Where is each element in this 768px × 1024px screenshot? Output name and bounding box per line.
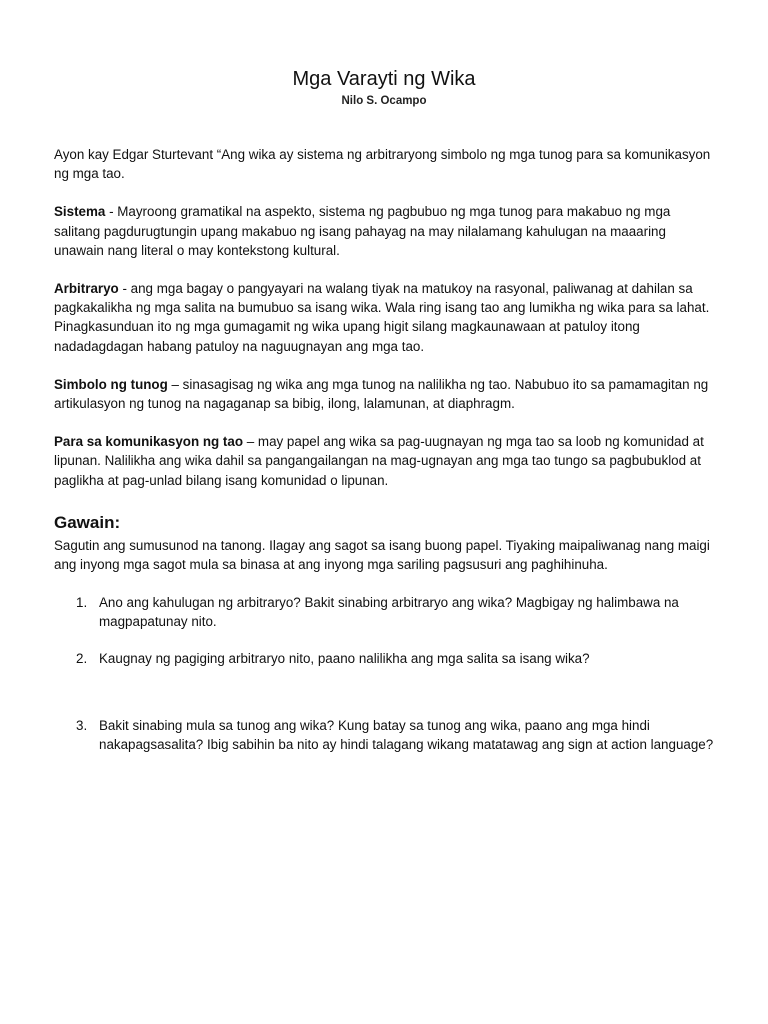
definition-komunikasyon <box>54 432 718 490</box>
definition-term: Sistema <box>54 204 106 220</box>
definition-text: - ang mga bagay o pangyayari na walang tiyak na matukoy na rasyonal, paliwanag at dahilan sa pagkakalikha ng mga salita na bumubuo sa isang wika. Wala ring isang tao ang lumikha ng wika para sa lahat. Pinagkasunduan ito ng mga gumagamit ng wika upang higit silang magkaunawaan at patuloy itong nadadagdagan habang patuloy na naguugnayan ang mga tao. <box>54 281 710 354</box>
definition-text: – may papel ang wika sa pag-uugnayan ng mga tao sa loob ng komunidad at lipunan. Nalilikha ang wika dahil sa pangangailangan na mag-ugnayan ang mga tao tungo sa pagbubuklod at paglikha at pag-unlad bilang isang komunidad o lipunan. <box>54 434 704 488</box>
definition-text: - Mayroong gramatikal na aspekto, sistema ng pagbubuo ng mga tunog para makabuo ng mga salitang pagdurugtungin upang makabuo ng isang pahayag na may nilalamang kahulugan na maaaring unawain nang literal o may kontekstong kultural. <box>54 204 671 258</box>
definition-arbitraryo <box>54 279 718 356</box>
document-author: Nilo S. Ocampo <box>341 95 427 107</box>
question-list <box>54 593 718 754</box>
question-text: Kaugnay ng pagiging arbitraryo nito, paano nalilikha ang mga salita sa isang wika? <box>99 650 590 666</box>
question-number: 2. <box>76 650 88 666</box>
question-number: 3. <box>76 717 88 733</box>
question-text: Bakit sinabing mula sa tunog ang wika? Kung batay sa tunog ang wika, paano ang mga hindi nakapagsasalita? Ibig sabihin ba nito ay hindi talagang wikang matatawag ang sign at action language? <box>99 717 714 753</box>
gawain-instructions: Sagutin ang sumusunod na tanong. Ilagay ang sagot sa isang buong papel. Tiyaking maipaliwanag nang maigi ang inyong mga sagot mula sa binasa at ang inyong mga sariling pagsusuri ang paghihinuha. <box>54 537 710 573</box>
document-title: Mga Varayti ng Wika <box>292 68 476 90</box>
intro-paragraph: Ayon kay Edgar Sturtevant “Ang wika ay sistema ng arbitraryong simbolo ng mga tunog para sa komunikasyon ng mga tao. <box>54 147 711 182</box>
question-text: Ano ang kahulugan ng arbitraryo? Bakit sinabing arbitraryo ang wika? Magbigay ng halimbawa na magpapatunay nito. <box>99 595 679 630</box>
gawain-heading: Gawain: <box>54 512 121 532</box>
definition-text: – sinasagisag ng wika ang mga tunog na nalilikha ng tao. Nabubuo ito sa pamamagitan ng artikulasyon ng tunog na nagaganap sa bibig, ilong, lalamunan, at diaphragm. <box>54 376 709 412</box>
question-number: 1. <box>76 595 88 611</box>
question-item <box>54 593 718 631</box>
document-body <box>54 145 718 754</box>
definition-term: Simbolo ng tunog <box>54 376 168 392</box>
definition-simbolo <box>54 375 718 413</box>
definition-term: Arbitraryo <box>54 281 119 297</box>
question-item <box>54 716 718 754</box>
definition-term: Para sa komunikasyon ng tao <box>54 434 244 450</box>
definition-sistema <box>54 202 718 260</box>
question-item <box>54 649 718 668</box>
